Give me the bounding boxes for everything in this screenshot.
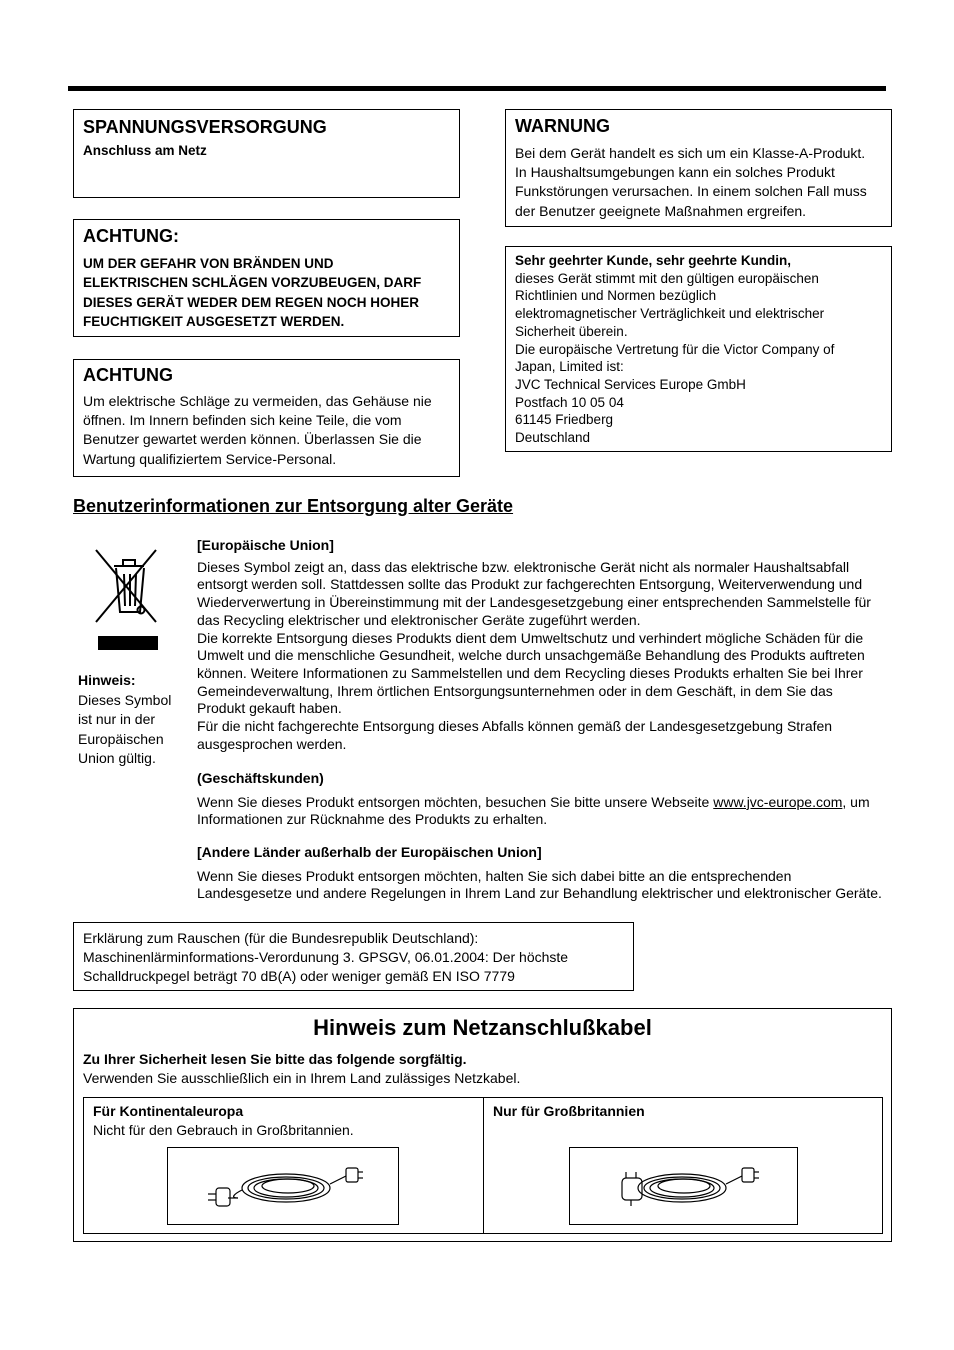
eu-disposal-line: Produkt gekauft haben. bbox=[197, 700, 342, 717]
eu-disposal-line: können. Weitere Informationen zu Sammelstellen und dem Recycling dieses Produkts erhalten Sie bei Ihrer bbox=[197, 664, 863, 681]
business-line-text: , um bbox=[842, 793, 870, 810]
other-countries-block bbox=[197, 844, 897, 903]
class-a-warning-text bbox=[515, 144, 882, 221]
shock-warning-title: ACHTUNG bbox=[83, 365, 173, 385]
power-supply-box bbox=[73, 109, 460, 198]
business-line-text: Wenn Sie dieses Produkt entsorgen möchten, besuchen Sie bitte unsere Webseite bbox=[197, 793, 714, 810]
eu-disposal-block bbox=[197, 537, 897, 753]
noise-declaration-line: Schalldruckpegel beträgt 70 dB(A) oder weniger gemäß EN ISO 7779 bbox=[83, 968, 515, 985]
business-disposal-line: Informationen zur Rücknahme des Produkts zu erhalten. bbox=[197, 811, 548, 828]
warning-caps-line: UM DER GEFAHR VON BRÄNDEN UND bbox=[83, 256, 334, 271]
continental-text: Nicht für den Gebrauch in Großbritannien. bbox=[93, 1122, 354, 1138]
customer-notice-line: JVC Technical Services Europe GmbH bbox=[515, 376, 746, 392]
shock-warning-line: Benutzer gewartet werden können. Überlassen Sie die bbox=[83, 431, 422, 448]
power-cable-intro bbox=[83, 1050, 520, 1088]
noise-declaration-line: Erklärung zum Rauschen (für die Bundesrepublik Deutschland): bbox=[83, 930, 479, 946]
customer-notice-line: 61145 Friedberg bbox=[515, 412, 614, 428]
symbol-note bbox=[78, 671, 188, 769]
other-countries-line: Landesgesetze und andere Regelungen in Ihrem Land zur Behandlung elektrischer und elektronischer Geräte. bbox=[197, 885, 882, 902]
warning-caps-text bbox=[83, 254, 450, 331]
customer-notice-line: Postfach 10 05 04 bbox=[515, 394, 624, 410]
other-countries-line: Wenn Sie dieses Produkt entsorgen möchten, halten Sie sich dabei bitte an die entsprechenden bbox=[197, 867, 792, 884]
eu-disposal-line: ausgesprochen werden. bbox=[197, 735, 347, 752]
symbol-note-line: ist nur in der bbox=[78, 711, 156, 727]
customer-notice-line: Japan, Limited ist: bbox=[515, 359, 624, 375]
eu-disposal-line: Die korrekte Entsorgung dieses Produkts dient dem Umweltschutz und verhindert mögliche Schäden für die bbox=[197, 629, 864, 646]
customer-notice-line: elektromagnetischer Verträglichkeit und elektrischer bbox=[515, 306, 825, 322]
symbol-note-line: Europäischen bbox=[78, 730, 164, 747]
class-a-warning-title: WARNUNG bbox=[515, 116, 610, 136]
symbol-note-line: Dieses Symbol bbox=[78, 691, 172, 708]
customer-notice-line: Richtlinien und Normen bezüglich bbox=[515, 288, 717, 304]
uk-plug-cable-icon bbox=[570, 1148, 797, 1224]
eu-disposal-heading: [Europäische Union] bbox=[197, 537, 334, 553]
noise-declaration-box bbox=[73, 922, 634, 991]
customer-notice-line: Deutschland bbox=[515, 430, 591, 446]
warning-caps-box bbox=[73, 219, 460, 337]
power-supply-subtitle: Anschluss am Netz bbox=[83, 143, 207, 158]
class-a-warning-line: Funkstörungen verursachen. In einem solchen Fall muss bbox=[515, 183, 867, 200]
uk-cable-image bbox=[569, 1147, 798, 1225]
disposal-section-title: Benutzerinformationen zur Entsorgung alter Geräte bbox=[73, 496, 514, 516]
jvc-europe-link[interactable]: www.jvc-europe.com bbox=[713, 793, 843, 810]
eu-disposal-line: Dieses Symbol zeigt an, dass das elektrische bzw. elektronische Gerät nicht als normaler Haushaltsabfall bbox=[197, 558, 850, 575]
business-disposal-line bbox=[197, 794, 897, 812]
customer-greeting: Sehr geehrter Kunde, sehr geehrte Kundin, bbox=[515, 253, 792, 268]
shock-warning-box bbox=[73, 359, 460, 477]
shock-warning-line: Um elektrische Schläge zu vermeiden, das Gehäuse nie bbox=[83, 393, 432, 409]
eu-disposal-line: Gemeindeverwaltung, Ihrem örtlichen Entsorgungsunternehmen oder in dem Geschäft, in dem Sie das bbox=[197, 682, 833, 699]
class-a-warning-box bbox=[505, 109, 892, 227]
other-countries-heading: [Andere Länder außerhalb der Europäischen Union] bbox=[197, 844, 542, 860]
eu-disposal-line: Für die nicht fachgerechte Entsorgung dieses Abfalls können gemäß der Landesgesetzgebung Strafen bbox=[197, 718, 833, 735]
warning-caps-line: FEUCHTIGKEIT AUSGESETZT WERDEN. bbox=[83, 313, 345, 329]
class-a-warning-line: Bei dem Gerät handelt es sich um ein Klasse-A-Produkt. bbox=[515, 145, 866, 161]
crossed-bin-icon bbox=[94, 548, 160, 653]
shock-warning-line: Wartung qualifiziertem Service-Personal. bbox=[83, 450, 337, 467]
class-a-warning-line: der Benutzer geeignete Maßnahmen ergreifen. bbox=[515, 202, 807, 219]
euro-plug-cable-icon bbox=[168, 1148, 398, 1224]
noise-declaration-text bbox=[83, 929, 624, 987]
noise-declaration-line: Maschinenlärminformations-Verordunung 3. GPSGV, 06.01.2004: Der höchste bbox=[83, 949, 569, 966]
eu-disposal-line: Wiederverwertung in Übereinstimmung mit der Landesgesetzgebung einer entsprechenden Sammelstelle für bbox=[197, 594, 871, 611]
safety-note: Zu Ihrer Sicherheit lesen Sie bitte das folgende sorgfältig. bbox=[83, 1051, 467, 1067]
eu-disposal-line: das Recycling elektrischer und elektronischer Geräte zugeführt werden. bbox=[197, 611, 641, 628]
eu-disposal-line: entsorgt werden soll. Stattdessen sollte das Produkt zur fachgerechten Entsorgung, Weiterverwendung und bbox=[197, 576, 863, 593]
power-supply-title: SPANNUNGSVERSORGUNG bbox=[83, 117, 327, 137]
business-disposal-heading: (Geschäftskunden) bbox=[197, 770, 324, 786]
class-a-warning-line: In Haushaltsumgebungen kann ein solches Produkt bbox=[515, 164, 835, 181]
customer-notice-line: Sicherheit überein. bbox=[515, 323, 628, 339]
power-cable-box bbox=[73, 1008, 892, 1242]
continental-cable-image bbox=[167, 1147, 399, 1225]
cable-use-note: Verwenden Sie ausschließlich ein in Ihrem Land zulässiges Netzkabel. bbox=[83, 1070, 521, 1086]
warning-caps-line: DIESES GERÄT WEDER DEM REGEN NOCH HOHER bbox=[83, 294, 420, 310]
customer-notice-text bbox=[515, 252, 882, 447]
warning-caps-line: ELEKTRISCHEN SCHLÄGEN VORZUBEUGEN, DARF bbox=[83, 275, 422, 291]
warning-caps-title: ACHTUNG: bbox=[83, 226, 179, 246]
customer-notice-line: Die europäische Vertretung für die Victor Company of bbox=[515, 341, 835, 357]
power-cable-title: Hinweis zum Netzanschlußkabel bbox=[313, 1015, 652, 1040]
business-disposal-block bbox=[197, 770, 897, 829]
cable-table bbox=[83, 1097, 883, 1234]
symbol-note-title: Hinweis: bbox=[78, 672, 136, 688]
continental-title: Für Kontinentaleuropa bbox=[93, 1103, 244, 1119]
symbol-note-line: Union gültig. bbox=[78, 750, 156, 766]
customer-notice-box bbox=[505, 246, 892, 452]
customer-notice-line: dieses Gerät stimmt mit den gültigen europäischen bbox=[515, 270, 819, 286]
eu-disposal-line: Umwelt und die menschliche Gesundheit, welche durch unsachgemäße Behandlung des Produkts auftreten bbox=[197, 647, 865, 664]
top-rule bbox=[68, 86, 886, 91]
shock-warning-line: öffnen. Im Innern befinden sich keine Teile, die vom bbox=[83, 412, 402, 429]
shock-warning-text bbox=[83, 392, 450, 469]
uk-title: Nur für Großbritannien bbox=[493, 1103, 645, 1119]
